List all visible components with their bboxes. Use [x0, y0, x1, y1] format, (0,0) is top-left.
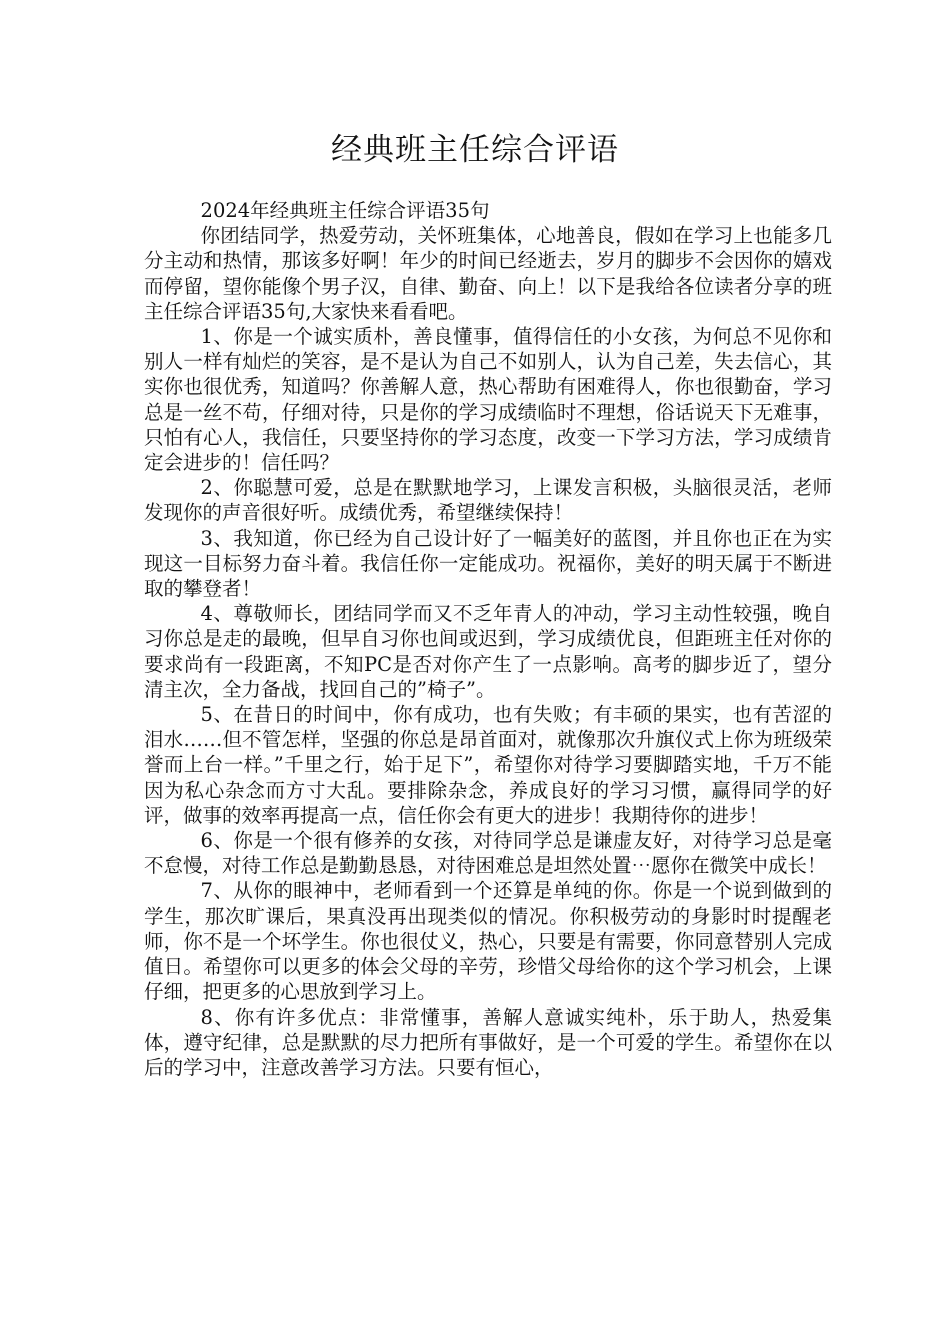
- comment-paragraph-3: 3、我知道，你已经为自己设计好了一幅美好的蓝图，并且你也正在为实现这一目标努力奋斗着。我信任你一定能成功。祝福你，美好的明天属于不断进取的攀登者！: [144, 526, 832, 601]
- comment-paragraph-6: 6、你是一个很有修养的女孩，对待同学总是谦虚友好，对待学习总是毫不怠慢，对待工作总是勤勤恳恳，对待困难总是坦然处置⋯愿你在微笑中成长！: [144, 829, 832, 878]
- document-title: 经典班主任综合评语: [331, 132, 619, 168]
- comment-paragraph-7: 7、从你的眼神中，老师看到一个还算是单纯的你。你是一个说到做到的学生，那次旷课后，果真没再出现类似的情况。你积极劳动的身影时时提醒老师，你不是一个坏学生。你也很仗义，热心，只要是有需要，你同意替别人完成值日。希望你可以更多的体会父母的辛劳，珍惜父母给你的这个学习机会，上课仔细，把更多的心思放到学习上。: [144, 879, 832, 1004]
- subtitle-line: 2024年经典班主任综合评语35句: [200, 199, 490, 222]
- comment-paragraph-2: 2、你聪慧可爱，总是在默默地学习，上课发言积极，头脑很灵活，老师发现你的声音很好听。成绩优秀，希望继续保持！: [144, 476, 832, 525]
- document-body: [144, 198, 832, 1080]
- comment-paragraph-1: 1、你是一个诚实质朴，善良懂事，值得信任的小女孩，为何总不见你和别人一样有灿烂的笑容，是不是认为自己不如别人，认为自己差，失去信心，其实你也很优秀，知道吗？你善解人意，热心帮助有困难得人，你也很勤奋，学习总是一丝不苟，仔细对待，只是你的学习成绩临时不理想，俗话说天下无难事，只怕有心人，我信任，只要坚持你的学习态度，改变一下学习方法，学习成绩肯定会进步的！信任吗？: [144, 325, 832, 475]
- comment-paragraph-8: 8、你有许多优点：非常懂事，善解人意诚实纯朴，乐于助人，热爱集体，遵守纪律，总是默默的尽力把所有事做好，是一个可爱的学生。希望你在以后的学习中，注意改善学习方法。只要有恒心，: [144, 1005, 832, 1079]
- comment-paragraph-4: 4、尊敬师长，团结同学而又不乏年青人的冲动，学习主动性较强，晚自习你总是走的最晚，但早自习你也间或迟到，学习成绩优良，但距班主任对你的要求尚有一段距离，不知PC是否对你产生了一点影响。高考的脚步近了，望分清主次，全力备战，找回自己的”椅子”。: [144, 602, 832, 701]
- comment-paragraph-5: 5、在昔日的时间中，你有成功，也有失败；有丰硕的果实，也有苦涩的泪水……但不管怎样，坚强的你总是昂首面对，就像那次升旗仪式上你为班级荣誉而上台一样。”千里之行，始于足下”，希望你对待学习要脚踏实地，千万不能因为私心杂念而方寸大乱。要排除杂念，养成良好的学习习惯，赢得同学的好评，做事的效率再提高一点，信任你会有更大的进步！我期待你的进步！: [144, 703, 832, 827]
- intro-paragraph: 你团结同学，热爱劳动，关怀班集体，心地善良，假如在学习上也能多几分主动和热情，那该多好啊！年少的时间已经逝去，岁月的脚步不会因你的嬉戏而停留，望你能像个男子汉，自律、勤奋、向上！以下是我给各位读者分享的班主任综合评语35句,大家快来看看吧。: [144, 224, 832, 323]
